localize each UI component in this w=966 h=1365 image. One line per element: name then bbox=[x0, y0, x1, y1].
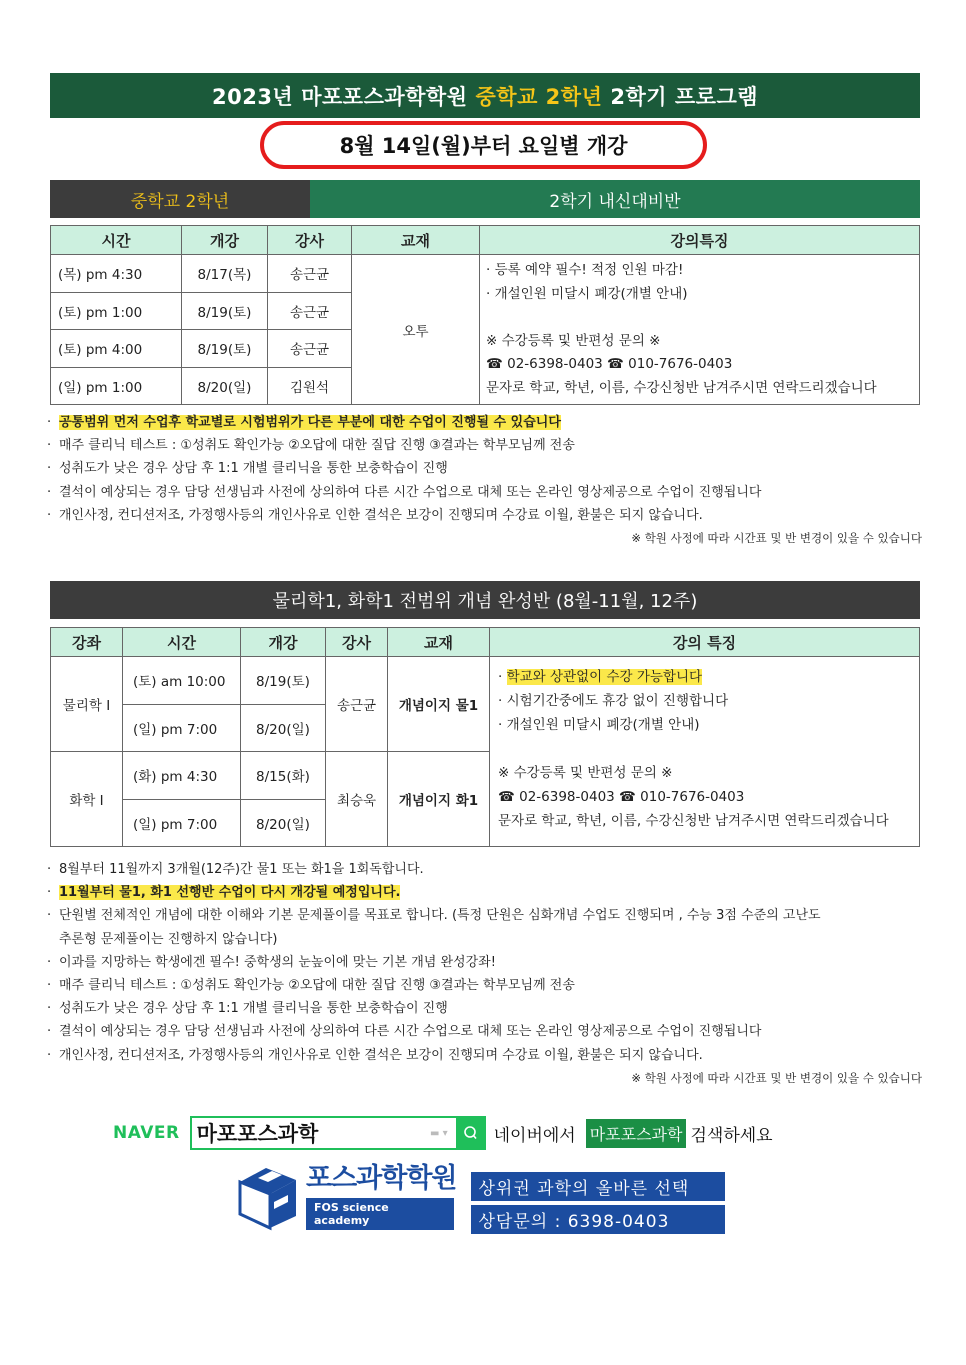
feature-line: · 등록 예약 필수! 적정 인원 마감! bbox=[486, 262, 684, 278]
table-header-row bbox=[51, 226, 920, 255]
course-cell: 물리학 Ⅰ bbox=[51, 657, 123, 752]
col-start: 개강 bbox=[241, 628, 326, 657]
start-cell: 8/15(화) bbox=[241, 752, 326, 800]
cube-logo-icon bbox=[236, 1162, 300, 1232]
col-start: 개강 bbox=[182, 226, 268, 255]
table-row bbox=[51, 657, 920, 705]
section1-notes bbox=[47, 411, 922, 550]
teacher-cell: 최승욱 bbox=[326, 752, 388, 847]
col-textbook: 교재 bbox=[388, 628, 490, 657]
textbook-cell: 개념이지 물1 bbox=[388, 657, 490, 752]
note-item: · 결석이 예상되는 경우 담당 선생님과 사전에 상의하여 다른 시간 수업으로 대체 또는 온라인 영상제공으로 수업이 진행됩니다 bbox=[47, 1020, 922, 1043]
start-cell: 8/20(일) bbox=[241, 704, 326, 752]
phone-line: ☎ 02-6398-0403 ☎ 010-7676-0403 bbox=[486, 356, 733, 372]
note-item: · 매주 클리닉 테스트 : ①성취도 확인가능 ②오답에 대한 질답 진행 ③결과는 학부모님께 전송 bbox=[47, 434, 922, 457]
note-item: · 성취도가 낮은 경우 상담 후 1:1 개별 클리닉을 통한 보충학습이 진행 bbox=[47, 997, 922, 1020]
feature-line: ※ 수강등록 및 반편성 문의 ※ bbox=[486, 332, 661, 349]
feature-line: · 개설인원 미달시 폐강(개별 안내) bbox=[486, 285, 688, 302]
disclaimer: ※ 학원 사정에 따라 시간표 및 반 변경이 있을 수 있습니다 bbox=[631, 531, 922, 546]
search-prompt-after: 검색하세요 bbox=[690, 1125, 773, 1146]
section2-header: 물리학1, 화학1 전범위 개념 완성반 (8월-11월, 12주) bbox=[50, 581, 920, 619]
features-cell bbox=[490, 657, 920, 847]
search-icon bbox=[463, 1125, 479, 1141]
search-box[interactable] bbox=[190, 1116, 486, 1150]
search-input[interactable]: 마포포스과학 bbox=[196, 1122, 319, 1146]
slogan: 상위권 과학의 올바른 선택 bbox=[471, 1172, 725, 1201]
start-cell: 8/19(토) bbox=[241, 657, 326, 705]
keyword-tag: 마포포스과학 bbox=[586, 1119, 687, 1148]
grade-label: 중학교 2학년 bbox=[50, 180, 310, 218]
time-cell: (토) pm 1:00 bbox=[51, 292, 182, 330]
contact-phone: 상담문의 : 6398-0403 bbox=[471, 1205, 725, 1234]
naver-search-banner bbox=[113, 1116, 773, 1150]
col-time: 시간 bbox=[51, 226, 182, 255]
features-cell bbox=[480, 255, 920, 405]
section2-notes bbox=[47, 858, 922, 1090]
section1-header bbox=[50, 180, 920, 218]
note-item bbox=[47, 411, 922, 434]
opening-notice: 8월 14일(월)부터 요일별 개강 bbox=[260, 121, 707, 169]
feature-spacer bbox=[486, 306, 913, 330]
col-features: 강의 특징 bbox=[490, 628, 920, 657]
col-teacher: 강사 bbox=[268, 226, 352, 255]
title-year: 2023년 bbox=[211, 84, 294, 109]
start-cell: 8/17(목) bbox=[182, 255, 268, 293]
note-item: · 단원별 전체적인 개념에 대한 이해와 기본 문제풀이를 목표로 합니다. (특정 단원은 심화개념 수업도 진행되며 , 수능 3점 수준의 고난도 bbox=[47, 904, 922, 927]
textbook-cell: 개념이지 화1 bbox=[388, 752, 490, 847]
start-cell: 8/20(일) bbox=[182, 367, 268, 405]
feature-line: 문자로 학교, 학년, 이름, 수강신청반 남겨주시면 연락드리겠습니다 bbox=[498, 813, 889, 829]
note-item: · 개인사정, 컨디션저조, 가정행사등의 개인사유로 인한 결석은 보강이 진행되며 수강료 이월, 환불은 되지 않습니다. bbox=[47, 1044, 922, 1067]
brand-block bbox=[236, 1162, 725, 1238]
brand-slogans bbox=[471, 1172, 725, 1238]
title-program: 2학기 프로그램 bbox=[610, 84, 759, 109]
time-cell: (일) pm 1:00 bbox=[51, 367, 182, 405]
note-continuation: 추론형 문제풀이는 진행하지 않습니다) bbox=[59, 931, 278, 947]
feature-spacer bbox=[498, 737, 911, 761]
highlighted-feature: 학교와 상관없이 수강 가능합니다 bbox=[506, 669, 703, 685]
teacher-cell: 송근균 bbox=[268, 330, 352, 368]
disclaimer: ※ 학원 사정에 따라 시간표 및 반 변경이 있을 수 있습니다 bbox=[631, 1070, 922, 1085]
note-item: · 이과를 지망하는 학생에겐 필수! 중학생의 눈높이에 맞는 기본 개념 완성강좌! bbox=[47, 951, 922, 974]
textbook-cell: 오투 bbox=[352, 255, 480, 405]
keyboard-icon: ▬ ▾ bbox=[429, 1127, 448, 1139]
note-item: · 결석이 예상되는 경우 담당 선생님과 사전에 상의하여 다른 시간 수업으로 대체 또는 온라인 영상제공으로 수업이 진행됩니다 bbox=[47, 481, 922, 504]
brand-names bbox=[306, 1162, 457, 1230]
time-cell: (화) pm 4:30 bbox=[123, 752, 241, 800]
note-item: · 매주 클리닉 테스트 : ①성취도 확인가능 ②오답에 대한 질답 진행 ③결과는 학부모님께 전송 bbox=[47, 974, 922, 997]
table-row bbox=[51, 255, 920, 293]
schedule-table-2 bbox=[50, 627, 920, 847]
col-features: 강의특징 bbox=[480, 226, 920, 255]
naver-logo: NAVER bbox=[113, 1123, 180, 1143]
schedule-table-1 bbox=[50, 225, 920, 405]
feature-line: 문자로 학교, 학년, 이름, 수강신청반 남겨주시면 연락드리겠습니다 bbox=[486, 379, 877, 396]
phone-line: ☎ 02-6398-0403 ☎ 010-7676-0403 bbox=[498, 789, 745, 805]
title-academy: 마포포스과학학원 bbox=[301, 84, 468, 109]
note-item: · 개인사정, 컨디션저조, 가정행사등의 개인사유로 인한 결석은 보강이 진행되며 수강료 이월, 환불은 되지 않습니다. bbox=[47, 504, 922, 527]
note-item: · 성취도가 낮은 경우 상담 후 1:1 개별 클리닉을 통한 보충학습이 진행 bbox=[47, 457, 922, 480]
brand-name-en: FOS science academy bbox=[306, 1198, 454, 1230]
page-title bbox=[50, 73, 920, 118]
feature-line: · 개설인원 미달시 폐강(개별 안내) bbox=[498, 717, 700, 733]
highlighted-note: 공통범위 먼저 수업후 학교별로 시험범위가 다른 부분에 대한 수업이 진행될 수 있습니다 bbox=[59, 415, 561, 430]
search-button[interactable] bbox=[456, 1116, 486, 1150]
search-prompt-before: 네이버에서 bbox=[493, 1125, 576, 1146]
feature-line: · 학교와 상관없이 수강 가능합니다 bbox=[498, 669, 703, 685]
time-cell: (일) pm 7:00 bbox=[123, 799, 241, 847]
teacher-cell: 김원석 bbox=[268, 367, 352, 405]
teacher-cell: 송근균 bbox=[268, 292, 352, 330]
col-teacher: 강사 bbox=[326, 628, 388, 657]
time-cell: (목) pm 4:30 bbox=[51, 255, 182, 293]
brand-name-ko: 포스과학학원 bbox=[306, 1163, 457, 1194]
teacher-cell: 송근균 bbox=[326, 657, 388, 752]
note-item: · 8월부터 11월까지 3개월(12주)간 물1 또는 화1을 1회독합니다. bbox=[47, 858, 922, 881]
feature-line: · 시험기간중에도 휴강 없이 진행합니다 bbox=[498, 693, 729, 709]
col-course: 강좌 bbox=[51, 628, 123, 657]
col-time: 시간 bbox=[123, 628, 241, 657]
title-grade: 중학교 2학년 bbox=[475, 84, 603, 109]
start-cell: 8/19(토) bbox=[182, 330, 268, 368]
col-textbook: 교재 bbox=[352, 226, 480, 255]
time-cell: (토) am 10:00 bbox=[123, 657, 241, 705]
start-cell: 8/19(토) bbox=[182, 292, 268, 330]
feature-line: ※ 수강등록 및 반편성 문의 ※ bbox=[498, 765, 673, 781]
teacher-cell: 송근균 bbox=[268, 255, 352, 293]
course-cell: 화학 Ⅰ bbox=[51, 752, 123, 847]
start-cell: 8/20(일) bbox=[241, 799, 326, 847]
highlighted-note: 11월부터 물1, 화1 선행반 수업이 다시 개강될 예정입니다. bbox=[59, 885, 401, 901]
time-cell: (일) pm 7:00 bbox=[123, 704, 241, 752]
note-item bbox=[47, 881, 922, 904]
class-title: 2학기 내신대비반 bbox=[310, 180, 920, 218]
time-cell: (토) pm 4:00 bbox=[51, 330, 182, 368]
table-header-row bbox=[51, 628, 920, 657]
